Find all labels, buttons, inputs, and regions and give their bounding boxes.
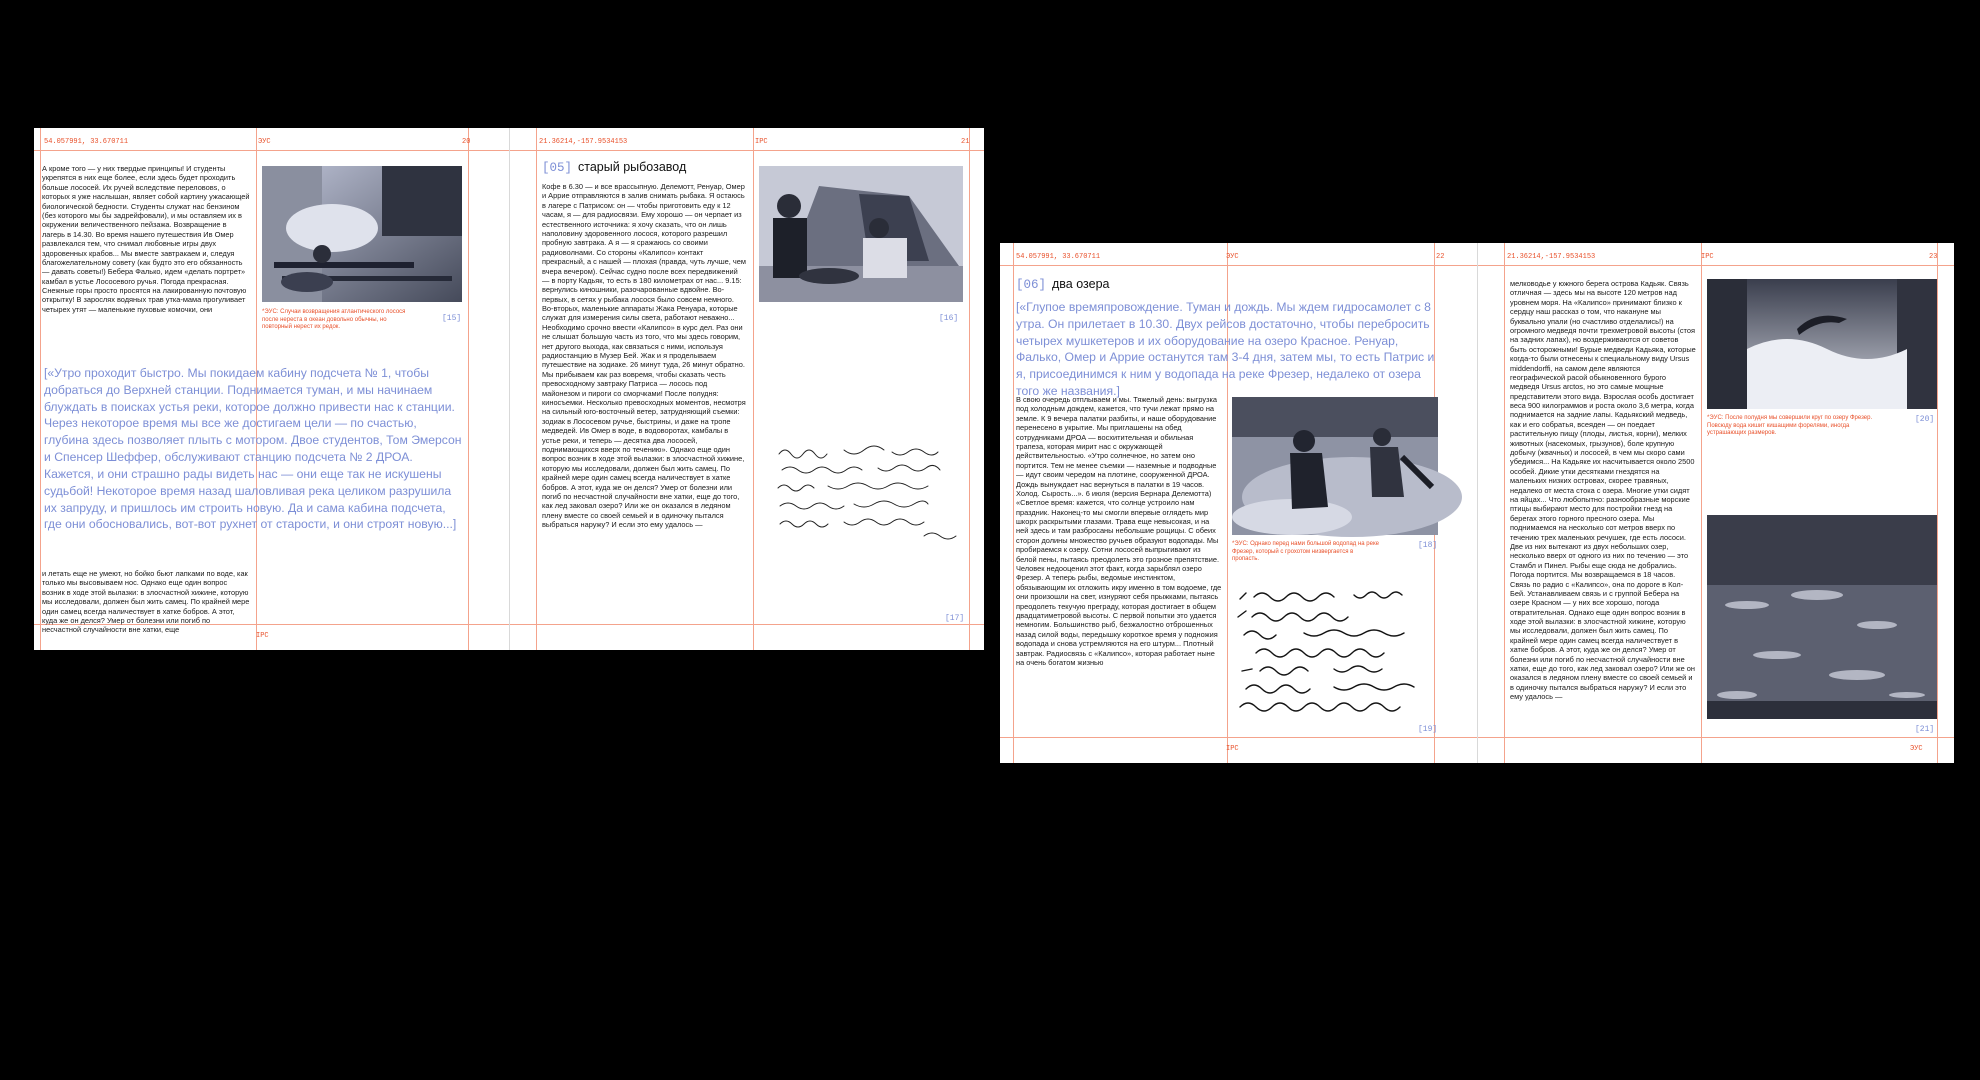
- section-label: IPC: [1701, 253, 1714, 261]
- section-label: IPC: [755, 138, 768, 146]
- page-footer: IPC: [256, 632, 269, 640]
- photo-caption: *ЭУС: Случаи возвращения атлантического лосося после нереста в океан довольно обычны, но повторный нерест их редок.: [262, 309, 406, 330]
- page-22: [1000, 243, 1477, 763]
- photo-caption: *ЭУС: Однако перед нами большой водопад на реке Фрезер, который с грохотом низвергается в пропасть.: [1232, 541, 1379, 562]
- page-coords: 21.36214,-157.9534153: [539, 138, 628, 146]
- body-text: мелководье у южного берега острова Кадьяк. Связь отличная — здесь мы на высоте 120 метров над уровнем моря. На «Калипсо» принимают близко к сердцу наш рассказ о том, что накануне мы буквально упали (но счастливо отделались!) на огромного медведя почти трехметровой высоты (стоя на задних лапах), но воздерживаются от советов быть осторожными! Бурые медведи Кадьяка, которые когда-то были отнесены к специальному виду Ursus middendorffi, на самом деле являются географической расой обыкновенного бурого медведя Ursus arctos, но это самые мощные представители этого вида. Взрослая особь достигает веса 900 килограммов и роста около 3,6 метра, когда поднимается на задние лапы. Кадьякский медведь, как и его собратья, всеяден — он поедает растительную пищу (плоды, листья, корни), мелких животных (насекомых, грызунов), боле крупную добычу (жвачных) и лососей, в чем мы скоро сами убедимся... На Кадьяке их насчитывается около 2500 особей. Дикие утки десятками гнездятся на маленьких низких островах, скорее травяных, недалеко от места стока с озера. Многие утки сидят на яйцах... Что любопытно: разнообразные морские птицы выбирают место для постройки гнезд на берегах этого горного пресного озера. Мы поднимаемся на несколько сот метров вверх по течению трех маленьких речушек, где есть лососи. Две из них вытекают из двух небольших озер, несколько вверх от одного из них по течению — это Стамбл и Пинел. Рыбы еще сюда не добрались. Погода портится. Мы возвращаемся в 18 часов. Связь по радио с «Калипсо», она по дороге в Кол-Бей. Устанавливаем связь и с группой Бебера на озере Красном — у них все хорошо, погода отвратительная. Однако еще один вопрос возник в ходе этой вылазки: в злосчастной хижине, которую мы исследовали, должен был жить самец. По крайней мере один самец всегда наличествует в хатке бобров. А этот, куда же он делся? Умер от болезни или погиб по несчастной случайности вне хатки, еще до того, как лед заковал озеро? Или же он оказался в ледяном плену вместе со своей семьей и в одиночку пытался выбраться наружу? И если это ему удалось —: [1510, 279, 1696, 702]
- figure-ref: [16]: [939, 314, 959, 323]
- page-21: [509, 128, 984, 650]
- photo-salmon-counting: [262, 166, 462, 302]
- photo-camp-tent: [759, 166, 963, 302]
- page-20: [34, 128, 509, 650]
- page-number: 23: [1929, 253, 1938, 261]
- left-spread: [34, 128, 984, 650]
- pull-quote: [«Глупое времяпровождение. Туман и дождь. Мы ждем гидросамолет с 8 утра. Он прилетает в 10.30. Двух рейсов достаточно, чтобы перебросить четырех мушкетеров и их оборудование на озеро Красное. Ренуар, Фалько, Омер и Аррие останутся там 3-4 дня, затем мы, то есть Патрис и я, присоединимся к ним у водопада на реке Фрезер, недалеко от озера того же названия.]: [1016, 300, 1435, 399]
- chapter-heading: [1016, 277, 1110, 292]
- page-footer: IPC: [1226, 745, 1239, 753]
- page-coords: 54.057991, 33.670711: [1016, 253, 1101, 261]
- page-number: 20: [462, 138, 471, 146]
- page-23: [1477, 243, 1954, 763]
- right-spread: [1000, 243, 1954, 763]
- chapter-heading: [542, 160, 686, 175]
- figure-ref: [15]: [442, 314, 462, 323]
- section-label: ЭУС: [258, 138, 271, 146]
- section-label: ЭУС: [1226, 253, 1239, 261]
- page-number: 22: [1436, 253, 1445, 261]
- photo-caption: *ЭУС: После полудня мы совершили круг по озеру Фрезер. Повсюду вода кишит кишащими форелями, иногда устрашающих размеров.: [1707, 415, 1873, 436]
- chapter-title: два озера: [1052, 277, 1110, 291]
- figure-ref: [20]: [1915, 415, 1935, 424]
- body-text-bottom: и летать еще не умеют, но бойко бьют лапками по воде, как только мы высовываем нос. Однако еще один вопрос возник в ходе этой вылазки: в злосчастной хижине, которую мы исследовали, должен был жить самец. По крайней мере один самец всегда наличествует в хатке бобров. А этот, куда же он делся? Умер от болезни или погиб по несчастной случайности вне хатки, еще: [42, 569, 250, 635]
- page-number: 21: [961, 138, 970, 146]
- figure-ref: [21]: [1915, 725, 1935, 734]
- figure-ref: [18]: [1418, 541, 1438, 550]
- chapter-number: [06]: [1016, 278, 1047, 292]
- figure-ref: [19]: [1418, 725, 1438, 734]
- photo-underwater-salmon: [1707, 515, 1937, 719]
- body-text-top: А кроме того — у них твердые принципы! И студенты укрепятся в них еще более, если здесь будет проходить больше лососей. Их ручей вследствие перелововs, о которых я уже наслышан, являет собой картину ужасающей биологической бедности. Студенты служат нас бензином (без которого мы бы задрейфовали), и мы оставляем их в окружении величественного пейзажа. Возвращение в лагерь в 14.30. Во время нашего путешествия Ив Омер развлекался тем, что снимал любовные игры двух здоровенных крабов... Мы вместе завтракаем и, следуя благожелательному совету (как будто это его обязанность — давать советы!) Бебера Фалько, идем «делать портрет» камбал в устье Лососевого ручья. Погода прекрасная. Снежные горы просто просятся на лакированную почтовую открытку! В зарослях водяных трав утка-мама прогуливает четырех утят — маленькие пуховые комочки, они: [42, 164, 250, 314]
- page-coords: 54.057991, 33.670711: [44, 138, 129, 146]
- page-footer: ЭУС: [1910, 745, 1923, 753]
- chapter-title: старый рыбозавод: [578, 160, 687, 174]
- body-text: Кофе в 6.30 — и все врассыпную. Делемотт, Ренуар, Омер и Аррие отправляются в залив снимать рыбака. Я остаюсь в лагере с Патрисом: он — чтобы приготовить еду к 12 часам, я — для радиосвязи. Ему хорошо — он черпает из естественного источника: я хочу сказать, что он лишь наполовину здоровенного лосося, которого разрешил пробную завтрака. А я — я сражаюсь со своими радиоволнами. Со стороны «Калипсо» контакт прекрасный, а с нашей — плохая (правда, чуть лучше, чем вчера вечером). Сейчас судно после всех передвижений — в порту Кадьяк, то есть в 180 километрах от нас... 9.15: вернулись киношники, разочарованные вдвойне. Во-первых, в сетях у рыбака лосося было совсем немного. Во-вторых, маленькие аппараты Жака Ренуара, которые служат для измерения силы света, работают неважно... Необходимо срочно ввести «Калипсо» в курс дел. Раз они не слышат большую часть из того, что мы здесь говорим, нет другого выхода, как связаться с ними, используя радиостанцию в Музер Бей. Жак и я проделываем путешествие на зодиаке. 26 минут туда, 26 минут обратно. Мы прибываем как раз вовремя, чтобы сказать честь превосходному завтраку Патриса — лосось под майонезом и пироги со сморчками! После полудня: киносъемки. Несколько превосходных моментов, несмотря на сильный юго-восточный ветер, затрудняющий съемки: зодиак в Лососевом ручье, быстрины, и даже на тропе медведей. Ив Омер в воде, в водоворотах, камбалы в устье реки, и теперь — десятка два лососей, поднимающихся вверх по течению». Однако еще один вопрос возник в ходе этой вылазки: в злосчастной хижине, которую мы исследовали, должен был жить самец. По крайней мере один самец всегда наличествует в хатке бобров. А этот, куда же он делся? Умер от болезни или погиб по несчастной случайности вне хатки, еще до того, как лед заковал озеро? Или же он оказался в ледяном плену вместе со своей семьей и в одиночку пытался выбраться наружу? И если это ему удалось —: [542, 182, 746, 530]
- body-text: В свою очередь отплываем и мы. Тяжелый день: выгрузка под холодным дождем, кажется, что тучи лежат прямо на земле. К 9 вечера палатки разбиты, и наше оборудование перенесено в укрытие. Мы приглашены на обед сотрудниками ДРОА — восхитительная и обильная трапеза, которая мирит нас с окружающей действительностью. «Утро солнечное, но затем оно портится. Тем не менее съемки — наземные и подводные — идут своим чередом на плотине, сооруженной ДРОА. Дождь вынуждает нас вернуться в палатки в 19 часов. Холод. Сырость...». 6 июля (версия Бернара Делемотта) «Светлое время: кажется, что солнце устроило нам праздник. Наконец-то мы смогли впервые оглядеть мир шкорх раскрытыми глазами. Трава еще невысокая, и на ней здесь и там разбросаны небольшие рощицы. С обеих сторон долины множество ручьев образуют водопады. Мы пробираемся к озеру. Сотни лососей выпрыгивают из белой пены, пытаясь преодолеть это грозное препятствие. Человек недооценил этот факт, когда зарыблял озеро Фрезер. А теперь рыбы, ведомые инстинктом, обязывающим их отложить икру именно в том водоеме, где они произошли на свет, изнуряют себя прыжками, пытаясь преодолеть текучую преграду, которая достигает в общем двадцатиметровой высоты. С первой попытки это удается немногим. Большинство рыб, безжалостно отброшенных назад силой воды, передышку короткое время у подножия водопада и снова устремляются на его штурм... Плотный завтрак. Радиосвязь с «Калипсо», которая работает ныне на очень богатом жизнью: [1016, 395, 1222, 667]
- handwritten-letter: [774, 446, 964, 546]
- pull-quote: [«Утро проходит быстро. Мы покидаем кабину подсчета № 1, чтобы добраться до Верхней станции. Поднимается туман, и мы начинаем блуждать в поисках устья реки, которое должно привести нас к станции. Через некоторое время мы все же достигаем цели — по счастью, глубина здесь позволяет плыть с мотором. Двое студентов, Том Эмерсон и Спенсер Шеффер, обслуживают станцию подсчета № 2 ДРОА. Кажется, и они страшно рады видеть нас — они еще так не искушены судьбой! Некоторое время назад шаловливая река целиком разрушила их запруду, и пришлось им строить новую. Да и сама кабина подсчета, где они обосновались, вот-вот рухнет от старости, и они строят новую...]: [44, 366, 462, 532]
- photo-jumping-salmon: [1707, 279, 1937, 409]
- chapter-number: [05]: [542, 161, 573, 175]
- handwritten-notes: [1234, 587, 1430, 723]
- figure-ref: [17]: [945, 614, 965, 623]
- photo-waterfall-divers: [1232, 397, 1438, 535]
- page-coords: 21.36214,-157.9534153: [1507, 253, 1596, 261]
